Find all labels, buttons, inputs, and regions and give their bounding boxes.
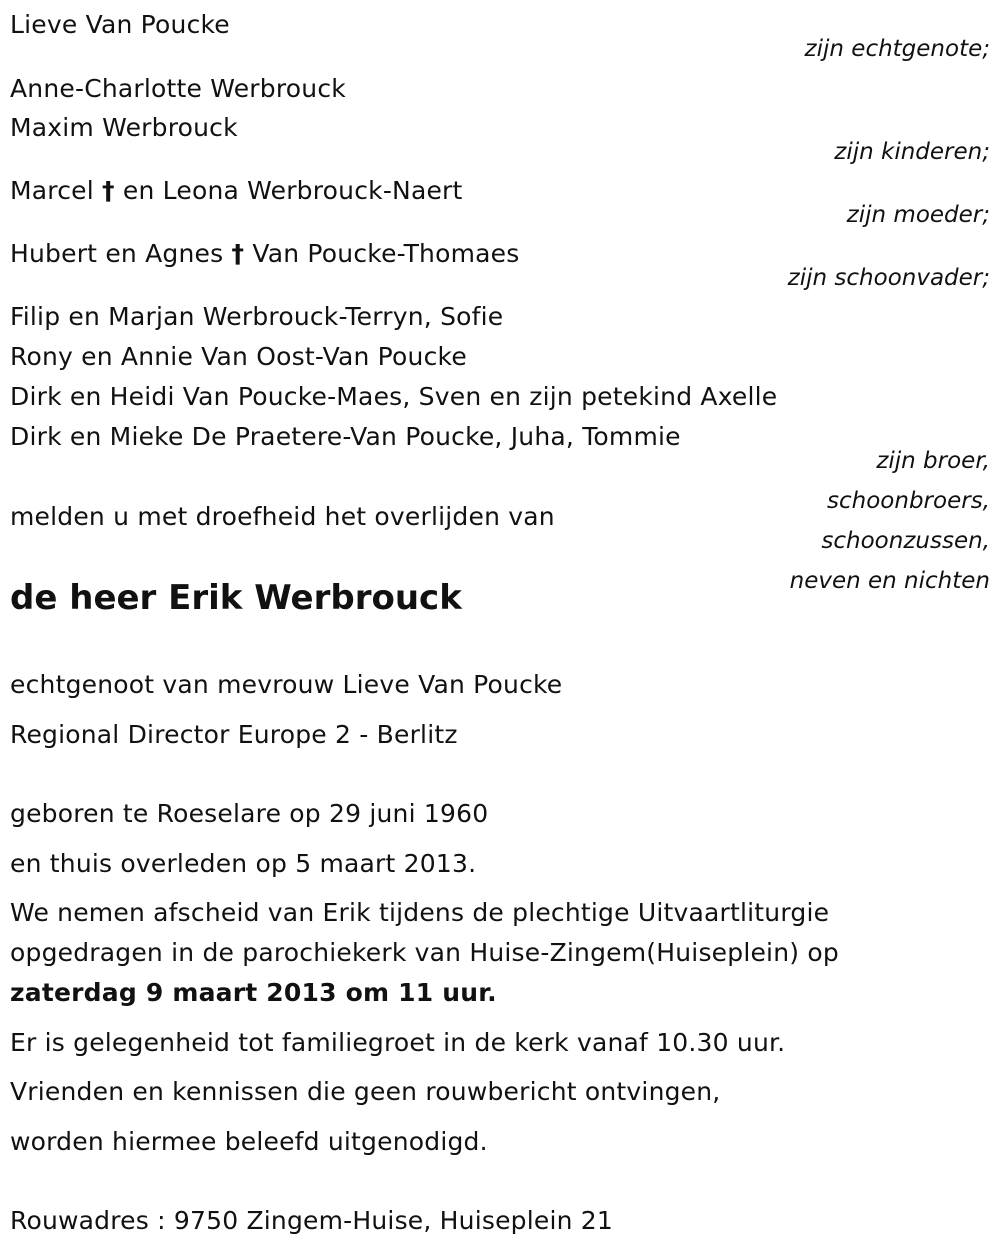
siblings-role: neven en nichten [789,568,990,594]
mother-line-pre: Marcel [10,176,94,205]
siblings-role: schoonbroers, [827,488,990,514]
father-in-law-line-pre: Hubert en Agnes [10,239,224,268]
birth-line: geboren te Roeselare op 29 juni 1960 [10,799,489,828]
child-name: Maxim Werbrouck [10,113,238,142]
deceased-spouse-line: echtgenoot van mevrouw Lieve Van Poucke [10,670,563,699]
mourning-address: Rouwadres : 9750 Zingem-Huise, Huiseplein 21 [10,1206,614,1235]
cross-icon: † [231,239,245,268]
announcement: melden u met droefheid het overlijden van [10,502,555,531]
invitation-line: Vrienden en kennissen die geen rouwbericht ontvingen, [10,1077,721,1106]
mother-line [10,176,463,206]
father-in-law-line [10,239,519,269]
child-name: Anne-Charlotte Werbrouck [10,74,346,103]
spouse-role: zijn echtgenote; [804,36,990,62]
cross-icon: † [102,176,115,205]
spouse-name: Lieve Van Poucke [10,10,230,39]
father-in-law-role: zijn schoonvader; [787,265,990,291]
sibling-line: Rony en Annie Van Oost-Van Poucke [10,342,467,371]
children-role: zijn kinderen; [834,139,990,165]
greeting-line: Er is gelegenheid tot familiegroet in de kerk vanaf 10.30 uur. [10,1028,786,1057]
mother-role: zijn moeder; [846,202,990,228]
father-in-law-line-post: Van Poucke-Thomaes [252,239,520,268]
death-line: en thuis overleden op 5 maart 2013. [10,849,477,878]
sibling-line: Dirk en Heidi Van Poucke-Maes, Sven en zijn petekind Axelle [10,382,778,411]
deceased-occupation: Regional Director Europe 2 - Berlitz [10,720,458,749]
ceremony-line: opgedragen in de parochiekerk van Huise-Zingem(Huiseplein) op [10,938,839,967]
siblings-role: schoonzussen, [821,528,990,554]
ceremony-date: zaterdag 9 maart 2013 om 11 uur. [10,978,497,1007]
mother-line-post: en Leona Werbrouck-Naert [122,176,463,205]
siblings-role: zijn broer, [876,448,990,474]
sibling-line: Filip en Marjan Werbrouck-Terryn, Sofie [10,302,504,331]
invitation-line: worden hiermee beleefd uitgenodigd. [10,1127,488,1156]
ceremony-line: We nemen afscheid van Erik tijdens de plechtige Uitvaartliturgie [10,898,830,927]
sibling-line: Dirk en Mieke De Praetere-Van Poucke, Juha, Tommie [10,422,681,451]
deceased-name: de heer Erik Werbrouck [10,578,462,618]
